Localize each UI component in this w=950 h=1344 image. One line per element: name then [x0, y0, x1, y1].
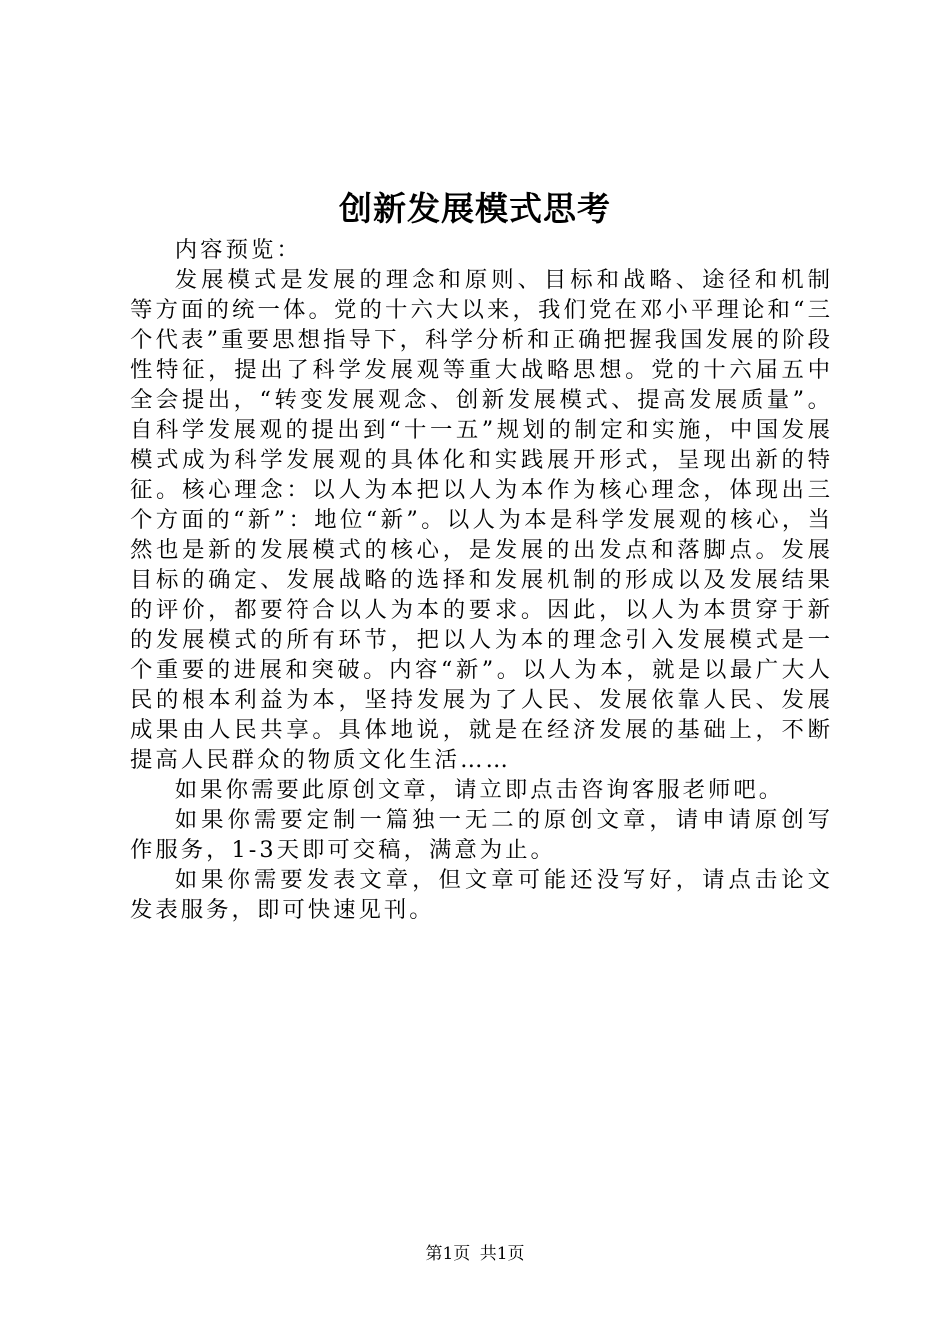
preview-label: 内容预览： — [174, 237, 302, 263]
body-paragraph-preview: 发展模式是发展的理念和原则、目标和战略、途径和机制等方面的统一体。党的十六大以来，我们党在邓小平理论和“三个代表”重要思想指导下，科学分析和正确把握我国发展的阶段性特征，提出了科学发展观等重大战略思想。党的十六届五中全会提出，“转变发展观念、创新发展模式、提高发展质量”。自科学发展观的提出到“十一五”规划的制定和实施，中国发展模式成为科学发展观的具体化和实践展开形式，呈现出新的特征。核心理念：以人为本把以人为本作为核心理念，体现出三个方面的“新”：地位“新”。以人为本是科学发展观的核心，当然也是新的发展模式的核心，是发展的出发点和落脚点。发展目标的确定、发展战略的选择和发展机制的形成以及发展结果的评价，都要符合以人为本的要求。因此，以人为本贯穿于新的发展模式的所有环节，把以人为本的理念引入发展模式是一个重要的进展和突破。内容“新”。以人为本，就是以最广大人民的根本利益为本，坚持发展为了人民、发展依靠人民、发展成果由人民共享。具体地说，就是在经济发展的基础上，不断提高人民群众的物质文化生活…… — [130, 267, 833, 773]
body-paragraph-consult: 如果你需要此原创文章，请立即点击咨询客服老师吧。 — [174, 777, 785, 803]
page-number-footer: 第1页 共1页 — [425, 1244, 525, 1264]
body-paragraph-publishing: 如果你需要发表文章，但文章可能还没写好，请点击论文发表服务，即可快速见刊。 — [130, 867, 833, 923]
body-paragraph-custom-writing: 如果你需要定制一篇独一无二的原创文章，请申请原创写作服务，1-3天即可交稿，满意为止。 — [130, 807, 833, 863]
document-title: 创新发展模式思考 — [339, 189, 611, 228]
document-body — [130, 235, 833, 925]
